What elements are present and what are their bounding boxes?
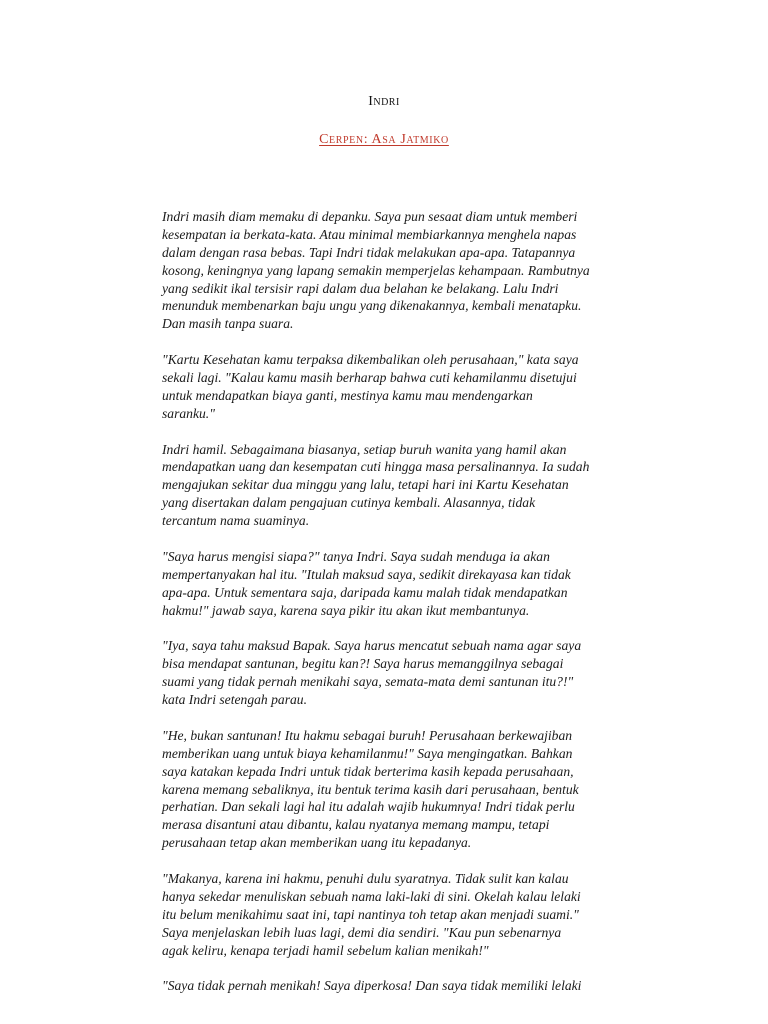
author-byline-link[interactable]: Cerpen: Asa Jatmiko [319, 132, 449, 147]
text-line: merasa disantuni atau dibantu, kalau nyatanya memang mampu, tetapi [162, 817, 550, 833]
paragraph [162, 727, 646, 852]
text-line: kosong, keningnya yang lapang semakin memperjelas kehampaan. Rambutnya [162, 262, 590, 278]
text-line: "Saya harus mengisi siapa?" tanya Indri. Saya sudah menduga ia akan [162, 548, 550, 564]
text-line: hanya sekedar menuliskan sebuah nama laki-laki di sini. Okelah kalau lelaki [162, 888, 581, 904]
text-line: "Makanya, karena ini hakmu, penuhi dulu syaratnya. Tidak sulit kan kalau [162, 870, 569, 886]
text-line: memberikan uang untuk biaya kehamilanmu!" Saya mengingatkan. Bahkan [162, 745, 573, 761]
text-line: "Kartu Kesehatan kamu terpaksa dikembalikan oleh perusahaan," kata saya [162, 352, 579, 368]
paragraph [162, 977, 646, 995]
text-line: Dan masih tanpa suara. [162, 316, 294, 332]
paragraph [162, 548, 646, 620]
text-line: apa-apa. Untuk sementara saja, daripada kamu malah tidak mendapatkan [162, 584, 568, 600]
text-line: kesempatan ia berkata-kata. Atau minimal membiarkannya menghela napas [162, 226, 577, 242]
paragraph [162, 870, 646, 959]
text-line: "Iya, saya tahu maksud Bapak. Saya harus mencatut sebuah nama agar saya [162, 638, 582, 654]
text-line: agak keliru, kenapa terjadi hamil sebelum kalian menikah!" [162, 942, 489, 958]
text-line: yang disertakan dalam pengajuan cutinya kembali. Alasannya, tidak [162, 495, 536, 511]
text-line: perusahaan tetap akan memberikan uang itu kepadanya. [162, 835, 472, 851]
text-line: "Saya tidak pernah menikah! Saya diperkosa! Dan saya tidak memiliki lelaki [162, 978, 582, 994]
text-line: saranku." [162, 405, 215, 421]
text-line: bisa mendapat santunan, begitu kan?! Saya harus memanggilnya sebagai [162, 656, 564, 672]
text-line: suami yang tidak pernah menikahi saya, semata-mata demi santunan itu?!" [162, 674, 574, 690]
paragraph [162, 441, 646, 530]
text-line: mempertanyakan hal itu. "Itulah maksud saya, sedikit direkayasa kan tidak [162, 566, 571, 582]
author-byline[interactable] [0, 132, 768, 148]
text-line: untuk mendapatkan biaya ganti, mestinya kamu mau mendengarkan [162, 387, 533, 403]
text-line: "He, bukan santunan! Itu hakmu sebagai buruh! Perusahaan berkewajiban [162, 727, 573, 743]
text-line: dalam dengan rasa bebas. Tapi Indri tidak melakukan apa-apa. Tatapannya [162, 244, 576, 260]
story-title: Indri [368, 94, 400, 109]
text-line: karena memang sebaliknya, itu bentuk terima kasih dari perusahaan, bentuk [162, 781, 579, 797]
text-line: mendapatkan uang dan kesempatan cuti hingga masa persalinannya. Ia sudah [162, 459, 590, 475]
text-line: saya katakan kepada Indri untuk tidak berterima kasih kepada perusahaan, [162, 763, 574, 779]
paragraph [162, 208, 646, 333]
text-line: itu belum menikahimu saat ini, tapi nantinya toh tetap akan menjadi suami." [162, 906, 579, 922]
text-line: menunduk membenarkan baju ungu yang dikenakannya, kembali menatapku. [162, 298, 582, 314]
paragraph [162, 637, 646, 709]
text-line: Indri masih diam memaku di depanku. Saya pun sesaat diam untuk memberi [162, 209, 578, 224]
text-line: hakmu!" jawab saya, karena saya pikir itu akan ikut membantunya. [162, 602, 530, 618]
text-line: Indri hamil. Sebagaimana biasanya, setiap buruh wanita yang hamil akan [162, 441, 567, 457]
text-line: tercantum nama suaminya. [162, 513, 310, 529]
text-line: perhatian. Dan sekali lagi hal itu adalah wajib hukumnya! Indri tidak perlu [162, 799, 575, 815]
text-line: Saya menjelaskan lebih luas lagi, demi dia sendiri. "Kau pun sebenarnya [162, 924, 562, 940]
text-line: yang sedikit ikal tersisir rapi dalam dua belahan ke belakang. Lalu Indri [162, 280, 559, 296]
text-line: mengajukan sekitar dua minggu yang lalu, tetapi hari ini Kartu Kesehatan [162, 477, 569, 493]
text-line: sekali lagi. "Kalau kamu masih berharap bahwa cuti kehamilanmu disetujui [162, 370, 577, 386]
paragraph [162, 351, 646, 423]
text-line: kata Indri setengah parau. [162, 692, 307, 708]
story-body [162, 208, 646, 1013]
